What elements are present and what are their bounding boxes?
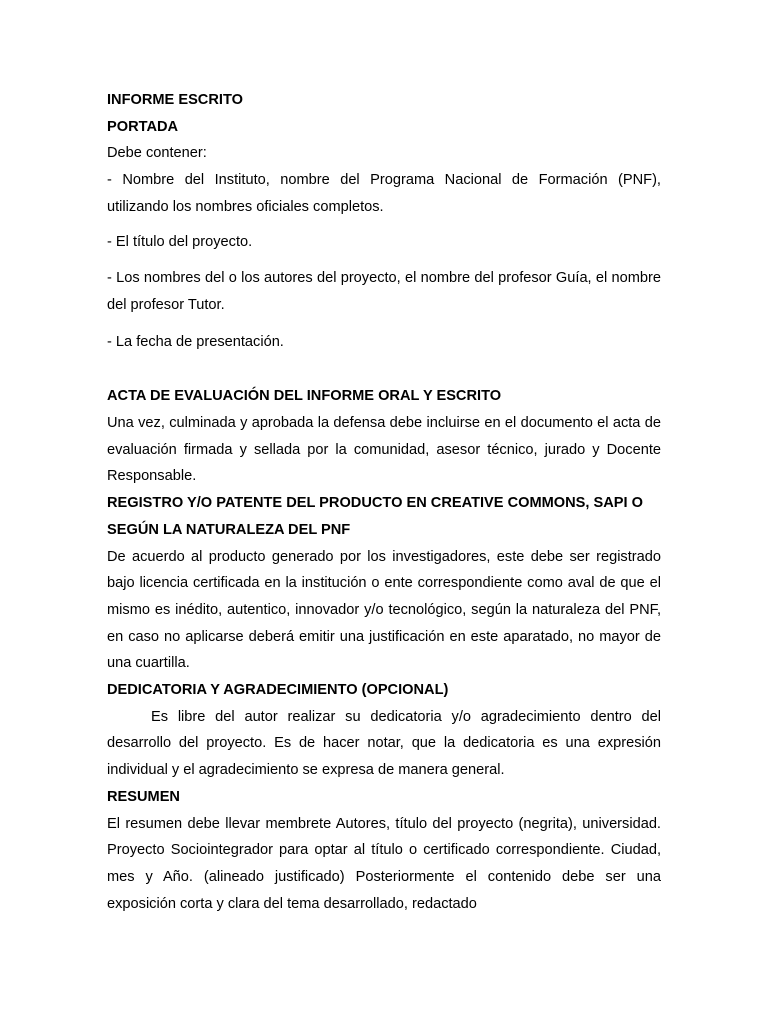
heading-acta: ACTA DE EVALUACIÓN DEL INFORME ORAL Y ESCRITO [107,388,502,405]
heading-dedicatoria: DEDICATORIA Y AGRADECIMIENTO (OPCIONAL) [107,682,449,699]
registro-body: De acuerdo al producto generado por los investigadores, este debe ser registrado bajo licencia certificada en la institución o ente correspondiente como aval de que el mismo es inédito, autentico, innovador y/o tecnológico, según la naturaleza del PNF, en caso no aplicarse deberá emitir una justificación en este aparatado, no mayor de una cuartilla. [107,548,661,672]
document-page [107,87,661,917]
portada-intro: Debe contener: [107,145,207,162]
portada-item-fecha: - La fecha de presentación. [107,333,284,350]
heading-resumen: RESUMEN [107,788,180,805]
portada-item-instituto: - Nombre del Instituto, nombre del Programa Nacional de Formación (PNF), utilizando los nombres oficiales completos. [107,172,661,215]
acta-body: Una vez, culminada y aprobada la defensa debe incluirse en el documento el acta de evaluación firmada y sellada por la comunidad, asesor técnico, jurado y Docente Responsable. [107,415,661,485]
heading-registro: REGISTRO Y/O PATENTE DEL PRODUCTO EN CREATIVE COMMONS, SAPI O SEGÚN LA NATURALEZA DEL PNF [107,495,643,538]
dedicatoria-body: Es libre del autor realizar su dedicatoria y/o agradecimiento dentro del desarrollo del proyecto. Es de hacer notar, que la dedicatoria es una expresión individual y el agradecimiento se expresa de manera general. [107,708,661,779]
portada-item-autores: - Los nombres del o los autores del proyecto, el nombre del profesor Guía, el nombre del profesor Tutor. [107,270,661,313]
document-title: INFORME ESCRITO [107,92,243,108]
heading-portada: PORTADA [107,118,179,135]
portada-item-titulo: - El título del proyecto. [107,233,253,250]
resumen-body: El resumen debe llevar membrete Autores, título del proyecto (negrita), universidad. Proyecto Sociointegrador para optar al título o certificado correspondiente. Ciudad, mes y Año. (alineado justificado) Posteriormente el contenido debe ser una exposición corta y clara del tema desarrollado, redactado [107,815,661,912]
